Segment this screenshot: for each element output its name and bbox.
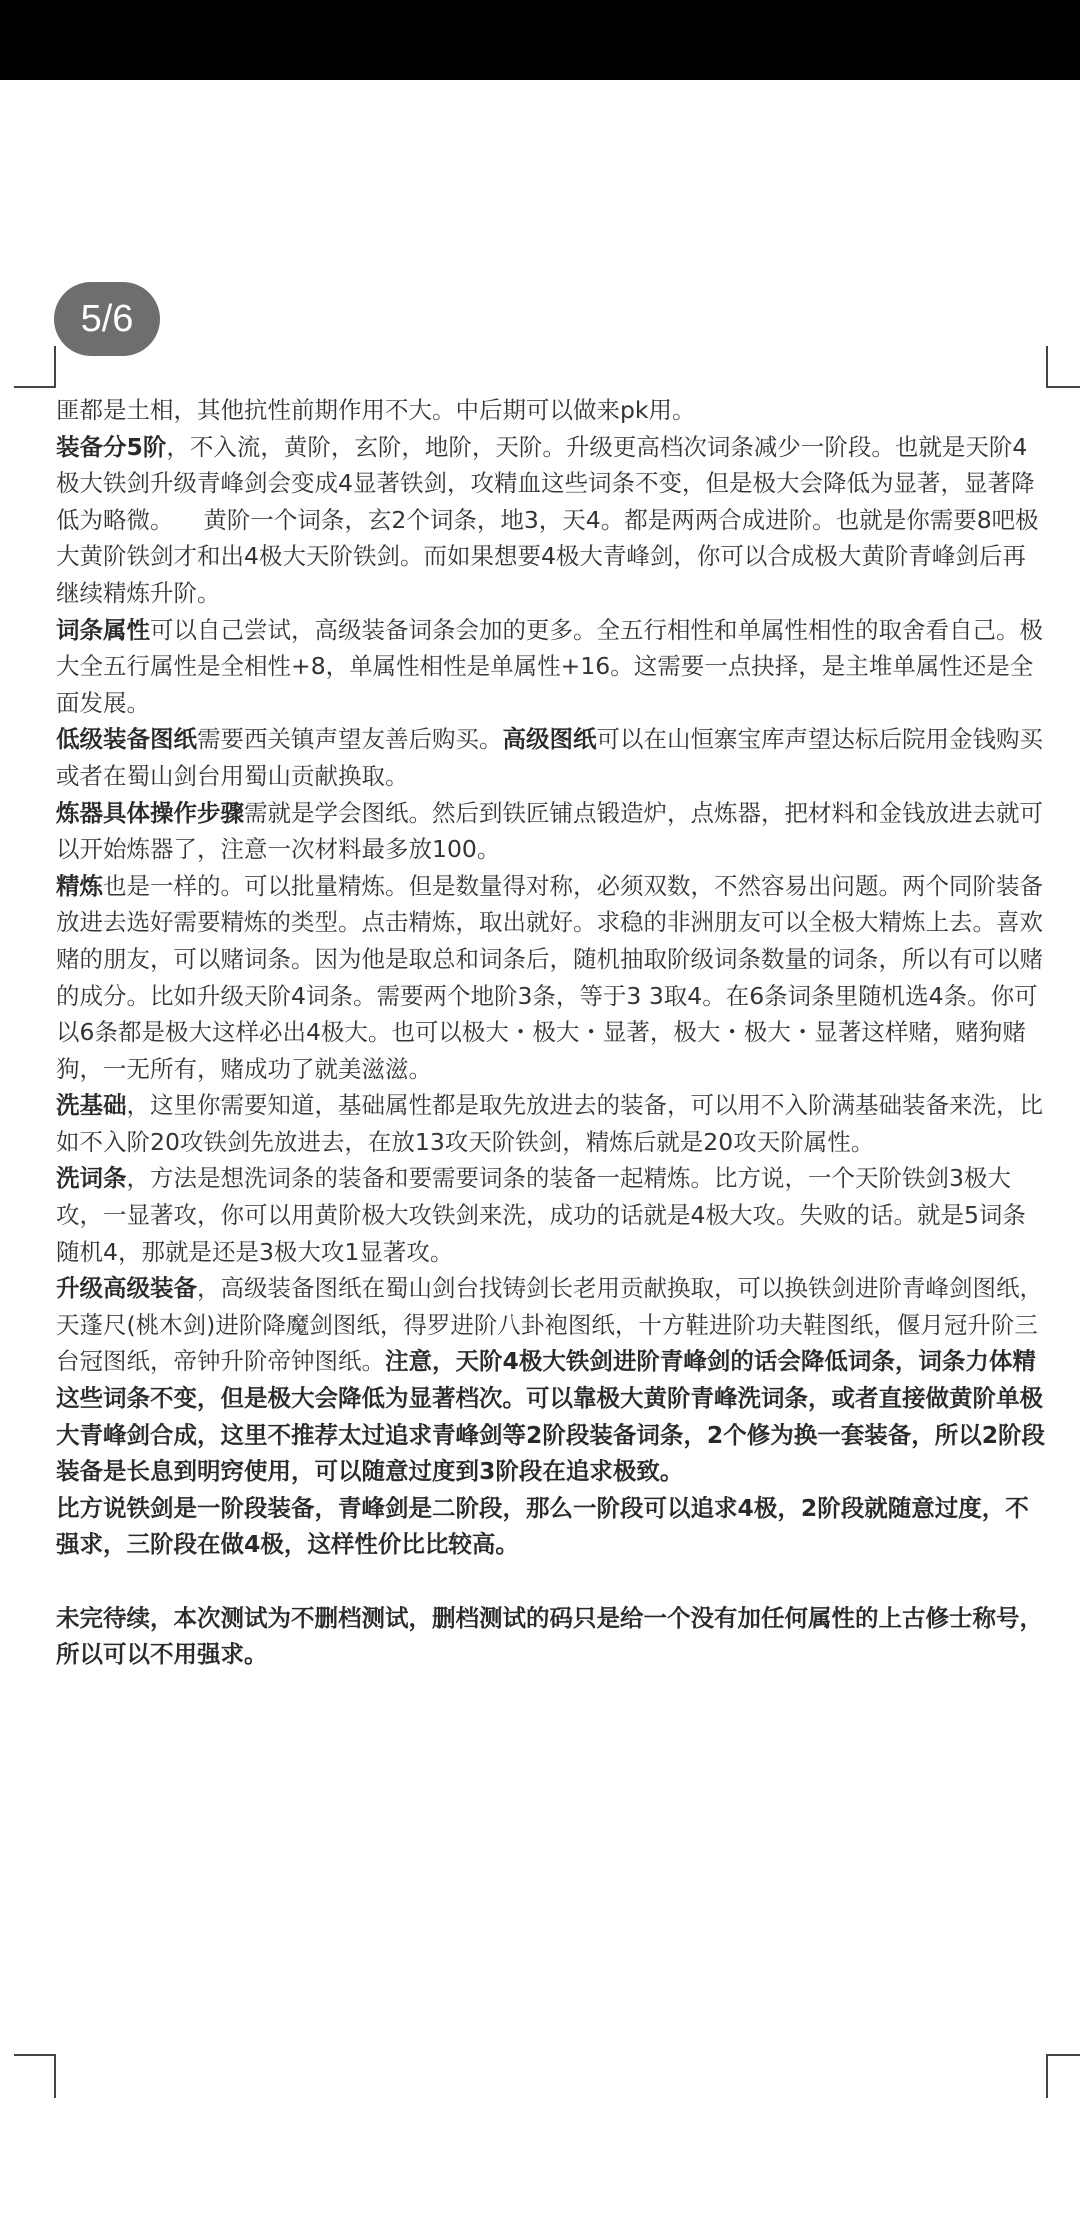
paragraph-refining	[56, 868, 1046, 1088]
section-title: 高级图纸	[502, 725, 597, 754]
section-title: 低级装备图纸	[56, 725, 197, 754]
paragraph-base-reroll	[56, 1087, 1046, 1160]
paragraph-text: ，不入流，黄阶，玄阶，地阶，天阶。升级更高档次词条减少一阶段。也就是天阶4极大铁剑升级青峰剑会变成4显著铁剑，攻精血这些词条不变，但是极大会降低为显著，显著降低为略微。 黄阶一个词条，玄2个词条，地3，天4。都是两两合成进阶。也就是你需要8吧极大黄阶铁剑才和出4极大天阶铁剑。而如果想要4极大青峰剑，你可以合成极大黄阶青峰剑后再继续精炼升阶。	[56, 432, 1039, 607]
paragraph-text: ，高级装备图纸在蜀山剑台找铸剑长老用贡献换取，可以换铁剑进阶青峰剑图纸，天蓬尺(桃木剑)进阶降魔剑图纸，得罗进阶八卦袍图纸，十方鞋进阶功夫鞋图纸，偃月冠升阶三台冠图纸，帝钟升阶帝钟图纸。	[56, 1274, 1043, 1376]
section-title: 洗词条	[56, 1164, 127, 1193]
section-title: 洗基础	[56, 1091, 127, 1120]
section-title: 装备分5阶	[56, 432, 167, 461]
paragraph-to-be-continued: 未完待续，本次测试为不删档测试，删档测试的码只是给一个没有加任何属性的上古修士称号，所以可以不用强求。	[56, 1603, 1043, 1669]
crop-mark-top-right-v	[1046, 346, 1048, 388]
crop-mark-top-left-v	[54, 346, 56, 388]
section-title: 精炼	[56, 871, 103, 900]
section-title: 词条属性	[56, 615, 150, 644]
page-indicator-badge[interactable]: 5/6	[54, 282, 160, 356]
section-title: 升级高级装备	[56, 1274, 197, 1303]
crop-mark-top-left-h	[14, 386, 56, 388]
crop-mark-top-right-h	[1048, 386, 1080, 388]
paragraph-crafting-steps	[56, 795, 1046, 868]
paragraph-text: ，这里你需要知道，基础属性都是取先放进去的装备，可以用不入阶满基础装备来洗，比如不入阶20攻铁剑先放进去，在放13攻天阶铁剑，精炼后就是20攻天阶属性。	[56, 1091, 1043, 1156]
paragraph-affix-reroll	[56, 1160, 1046, 1270]
crop-mark-bottom-left-h	[14, 2054, 56, 2056]
paragraph	[56, 392, 1046, 429]
paragraph-text: 需要西关镇声望友善后购买。	[197, 725, 503, 754]
section-title: 炼器具体操作步骤	[56, 798, 244, 827]
paragraph-text: 也是一样的。可以批量精炼。但是数量得对称，必须双数，不然容易出问题。两个同阶装备放进去选好需要精炼的类型。点击精炼，取出就好。求稳的非洲朋友可以全极大精炼上去。喜欢赌的朋友，可以赌词条。因为他是取总和词条后，随机抽取阶级词条数量的词条，所以有可以赌的成分。比如升级天阶4词条。需要两个地阶3条，等于3 3取4。在6条词条里随机选4条。你可以6条都是极大这样必出4极大。也可以极大・极大・显著，极大・极大・显著这样赌，赌狗赌狗，一无所有，赌成功了就美滋滋。	[56, 871, 1043, 1083]
paragraph-text: 匪都是土相，其他抗性前期作用不大。中后期可以做来pk用。	[56, 396, 696, 424]
paragraph-text: ，方法是想洗词条的装备和要需要词条的装备一起精炼。比方说，一个天阶铁剑3极大攻，一显著攻，你可以用黄阶极大攻铁剑来洗，成功的话就是4极大攻。失败的话。就是5词条随机4，那就是还是3极大攻1显著攻。	[56, 1164, 1026, 1266]
crop-mark-bottom-right-h	[1048, 2054, 1080, 2056]
status-bar	[0, 0, 1080, 80]
paragraph-text: 可以自己尝试，高级装备词条会加的更多。全五行相性和单属性相性的取舍看自己。极大全五行属性是全相性+8，单属性相性是单属性+16。这需要一点抉择，是主堆单属性还是全面发展。	[56, 615, 1043, 717]
paragraph-blueprints	[56, 721, 1046, 794]
paragraph-text: 需就是学会图纸。然后到铁匠铺点锻造炉，点炼器，把材料和金钱放进去就可以开始炼器了，注意一次材料最多放100。	[56, 798, 1043, 864]
paragraph-equipment-tiers	[56, 429, 1046, 612]
crop-mark-bottom-left-v	[54, 2054, 56, 2098]
crop-mark-bottom-right-v	[1046, 2054, 1048, 2098]
paragraph-bold-note: 注意，天阶4极大铁剑进阶青峰剑的话会降低词条，词条力体精这些词条不变，但是极大会降低为显著档次。可以靠极大黄阶青峰洗词条，或者直接做黄阶单极大青峰剑合成，这里不推荐太过追求青峰剑等2阶段装备词条，2个修为换一套装备，所以2阶段装备是长息到明窍使用，可以随意过度到3阶段在追求极致。	[56, 1347, 1046, 1486]
document-body	[56, 392, 1046, 1673]
paragraph-text: 可以在山恒寨宝库声望达标后院用金钱购买或者在蜀山剑台用蜀山贡献换取。	[56, 725, 1043, 790]
paragraph-upgrade-advanced	[56, 1270, 1046, 1490]
paragraph-affix-attributes	[56, 612, 1046, 722]
paragraph-example: 比方说铁剑是一阶段装备，青峰剑是二阶段，那么一阶段可以追求4极，2阶段就随意过度，不强求，三阶段在做4极，这样性价比比较高。	[56, 1493, 1029, 1559]
blank-line	[56, 1563, 1046, 1600]
